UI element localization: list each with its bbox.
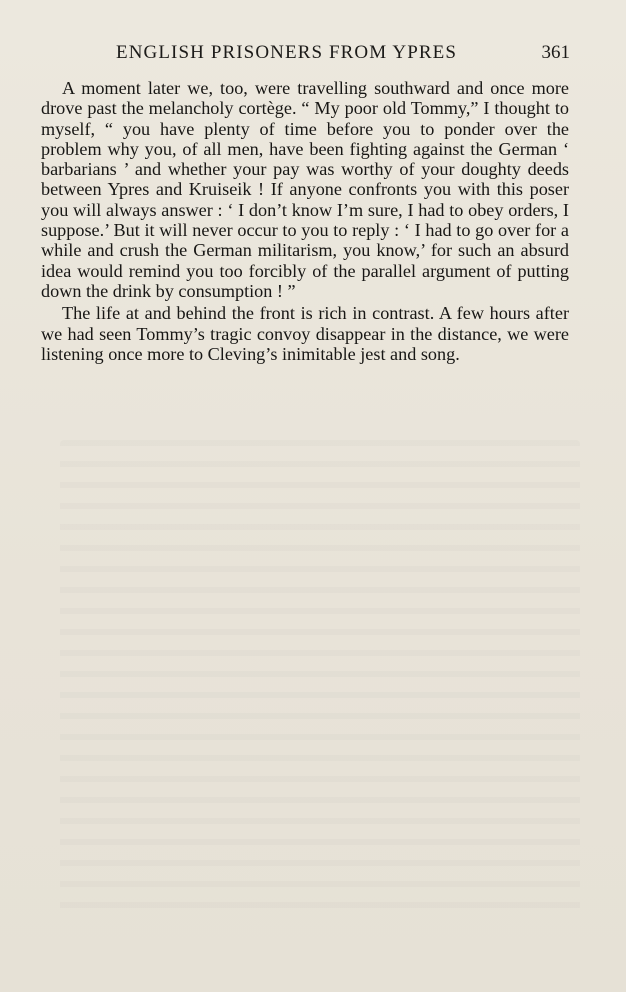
paragraph: A moment later we, too, were travelling southward and once more drove past the melancholy cortège. “ My poor old Tommy,” I thought to myself, “ you have plenty of time before you to ponder over the problem why you, of all men, have been fighting against the German ‘ barbarians ’ and whether your pay was worthy of your doughty deeds between Ypres and Kruiseik ! If anyone confronts you with this poser you will always answer : ‘ I don’t know I’m sure, I had to obey orders, I suppose.’ But it will never occur to you to reply : ‘ I had to go over for a while and crush the German militarism, you know,’ for such an absurd idea would remind you too forcibly of the parallel argument of putting down the drink by consumption ! ” (41, 78, 569, 301)
body-text (41, 78, 569, 364)
running-title: ENGLISH PRISONERS FROM YPRES (116, 42, 458, 63)
page-number: 361 (541, 42, 570, 63)
show-through-text (60, 440, 580, 920)
paragraph: The life at and behind the front is rich in contrast. A few hours after we had seen Tommy’s tragic convoy disappear in the distance, we were listening once more to Cleving’s inimitable jest and song. (41, 303, 569, 364)
page-header (0, 42, 626, 68)
